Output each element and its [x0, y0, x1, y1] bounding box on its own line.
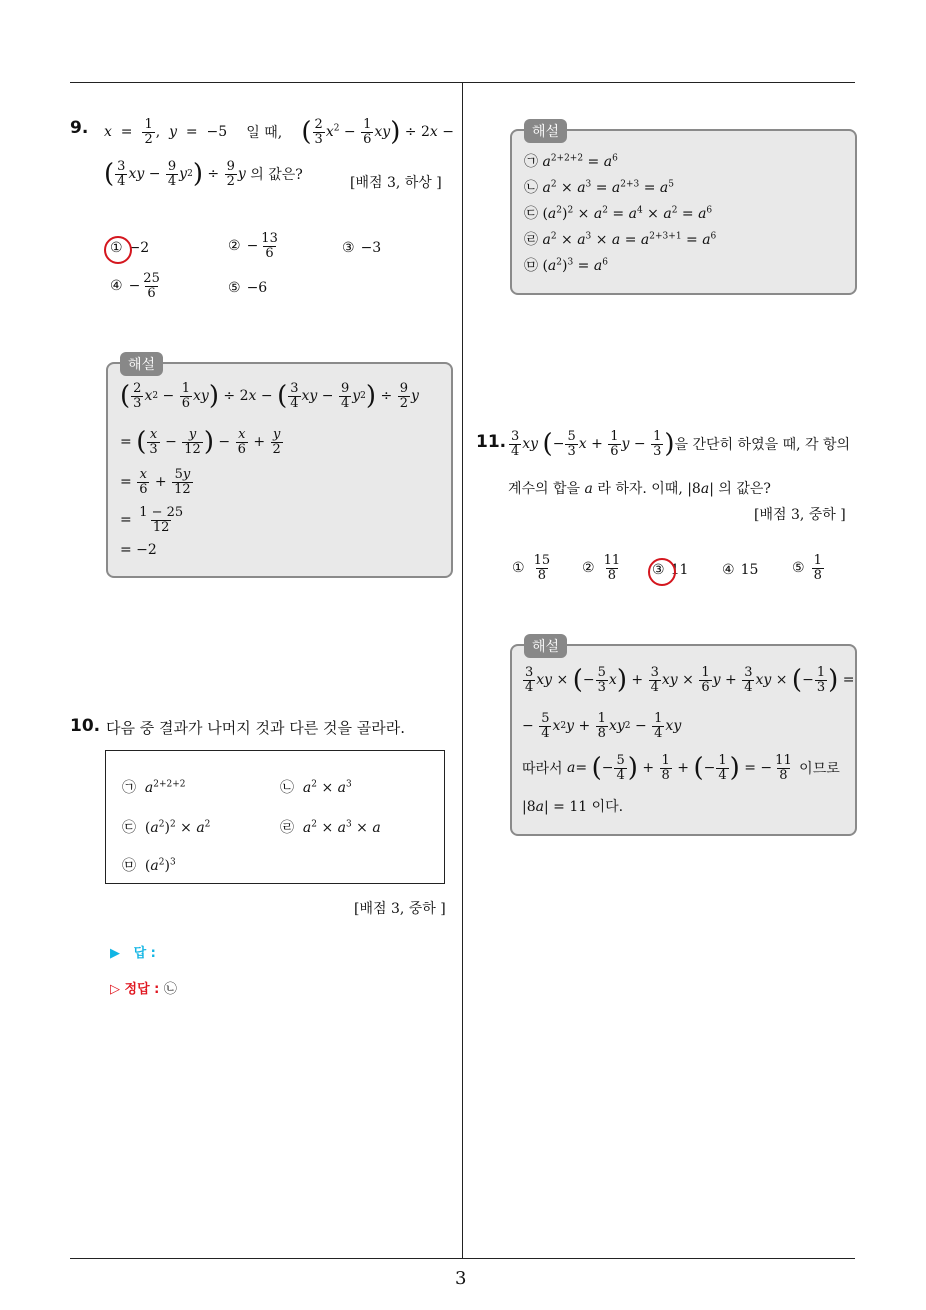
solution-line: ㉤ $(a^2)^3 = a^6$: [524, 257, 608, 274]
solution-line: ㉠ $a^{2+2+2} = a^6$: [524, 153, 618, 170]
solution-box-11: [510, 639, 857, 836]
choice-5[interactable]: ⑤ $\frac{1}{8}$: [792, 553, 822, 583]
option-e: ㉤ $(a^2)^3$: [122, 857, 176, 874]
question-9-line-2: ( $\frac{3}{4}$ xy − $\frac{9}{4}$ y 2 ) ÷ $\frac{9}{2}$ y 의 값은?: [104, 159, 303, 190]
choice-3[interactable]: ③ 11: [652, 562, 689, 578]
choice-4[interactable]: ④ 15: [722, 562, 759, 578]
choice-1[interactable]: ① $\frac{15}{8}$: [512, 553, 551, 583]
choice-value: −6: [246, 280, 268, 296]
solution-text: 따라서: [522, 761, 563, 778]
choice-value: 15: [740, 562, 759, 578]
choice-3[interactable]: ③ −3: [342, 240, 382, 256]
solution-text: 이므로: [799, 761, 840, 778]
answer-row: [110, 942, 156, 961]
question-number: 9.: [70, 118, 89, 138]
question-9-line-1: x = $\frac{1}{2}$ , y = −5 일 때, ( $\frac{2}{3}$ $x^2$ − $\frac{1}{6}$ xy) ÷ 2x −: [104, 117, 454, 148]
solution-line: = ( $\frac{x}{3}$ − $\frac{y}{12}$ ) − $\frac{x}{6}$ + $\frac{y}{2}$: [120, 427, 281, 458]
solution-line: = $\frac{1 - 25}{12}$: [120, 505, 184, 535]
choice-value: −2: [128, 240, 150, 256]
solution-line: = $\frac{x}{6}$ + $\frac{5y}{12}$: [120, 467, 191, 497]
question-text: 계수의 합을: [508, 481, 581, 497]
question-11-line-1: $\frac{3}{4}$ xy ( − $\frac{5}{3}$ x + $\frac{1}{6}$ y − $\frac{1}{3}$ ) 을 간단히 하였을 때, 각 항의: [511, 429, 851, 460]
question-text: 의 값은?: [718, 481, 771, 497]
choice-5[interactable]: ⑤ −6: [228, 280, 268, 296]
solution-text: 이다.: [591, 799, 624, 815]
solution-label: 해설: [120, 352, 163, 376]
solution-box-9: [106, 357, 453, 578]
page-number: 3: [455, 1268, 467, 1289]
correct-value: ㉡: [163, 982, 177, 997]
question-text: 의 값은?: [250, 167, 303, 184]
column-divider: [462, 83, 463, 1259]
option-b: ㉡ $a^2 \times a^3$: [280, 779, 352, 796]
solution-line: ㉢ $(a^2)^2 \times a^2 = a^4 \times a^2 = a^6$: [524, 205, 713, 222]
option-d: ㉣ $a^2 \times a^3 \times a$: [280, 819, 381, 836]
solution-line: 따라서 a = ( − $\frac{5}{4}$ ) + $\frac{1}{8}$ + ( − $\frac{1}{4}$ ) = − $\frac{11}{8}$ 이므로: [522, 753, 840, 784]
question-number: 10.: [70, 716, 101, 736]
question-number: 11.: [476, 432, 507, 452]
options-box: [105, 750, 445, 884]
solution-label: 해설: [524, 634, 567, 658]
play-icon: ▶: [110, 946, 120, 961]
score-label: [배점 3, 중하 ]: [354, 901, 446, 917]
selected-mark: [648, 558, 676, 586]
solution-label: 해설: [524, 119, 567, 143]
solution-line: $\frac{3}{4}$ xy × ( − $\frac{5}{3}$ x ) + $\frac{3}{4}$ xy × $\frac{1}{6}$ y + $\frac{3}{4}$ xy × ( − $\frac{1}{3}$ ) =: [525, 665, 855, 696]
solution-result: = −2: [120, 542, 157, 558]
question-text: 을 간단히 하였을 때, 각 항의: [674, 437, 851, 454]
solution-line: ㉡ $a^2 \times a^3 = a^{2+3} = a^5$: [524, 179, 675, 196]
correct-label: 정답 :: [124, 982, 160, 997]
choice-1[interactable]: ① −2: [110, 240, 150, 256]
question-11-line-2: 계수의 합을 a 라 하자. 이때, |8a| 의 값은?: [508, 481, 771, 497]
correct-answer-row: [110, 978, 177, 997]
answer-label: 답 :: [133, 946, 156, 961]
solution-box-10: [510, 124, 857, 295]
choice-value: 11: [670, 562, 689, 578]
selected-mark: [104, 236, 132, 264]
solution-line: ( $\frac{2}{3}$ x 2 − $\frac{1}{6}$ xy ) ÷ 2 x − ( $\frac{3}{4}$ xy − $\frac{9}{4}$ y 2 ) ÷ $\frac{9}{2}$ y: [120, 381, 419, 412]
question-text: 다음 중 결과가 나머지 것과 다른 것을 골라라.: [106, 719, 405, 737]
choice-2[interactable]: ② − $\frac{13}{6}$: [228, 231, 278, 261]
option-a: ㉠ $a^{2+2+2}$: [122, 779, 186, 796]
choice-2[interactable]: ② $\frac{11}{8}$: [582, 553, 621, 583]
question-text: 일 때,: [246, 125, 283, 142]
option-c: ㉢ $(a^2)^2 \times a^2$: [122, 819, 211, 836]
question-text: 라 하자. 이때,: [597, 481, 683, 497]
solution-line: − $\frac{5}{4}$ x 2 y + $\frac{1}{8}$ xy 2 − $\frac{1}{4}$ xy: [522, 711, 682, 741]
score-label: [배점 3, 하상 ]: [350, 175, 442, 191]
solution-line: |8a| = 11 이다.: [522, 799, 624, 815]
score-label: [배점 3, 중하 ]: [754, 507, 846, 523]
choice-4[interactable]: ④ − $\frac{25}{6}$: [110, 271, 160, 301]
choice-value: −3: [360, 240, 382, 256]
outline-play-icon: ▷: [110, 982, 120, 997]
solution-line: ㉣ $a^2 \times a^3 \times a = a^{2+3+1} = a^6$: [524, 231, 717, 248]
